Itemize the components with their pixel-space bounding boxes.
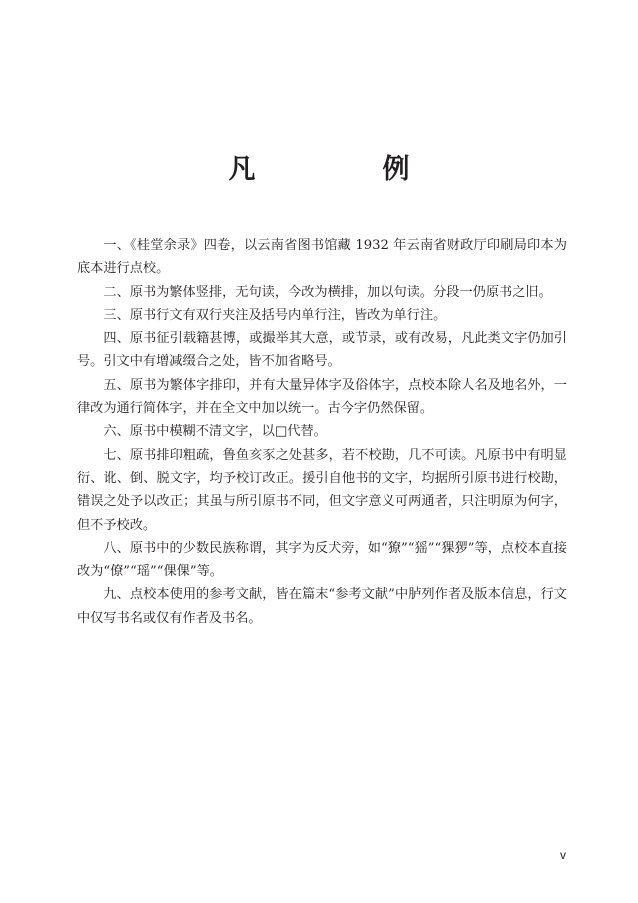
page-title: 凡 例 — [228, 154, 460, 185]
rule-item-5: 五、原书为繁体字排印，并有大量异体字及俗体字，点校本除人名及地名外，一律改为通行简体字，并在全文中加以统一。古今字仍然保留。 — [77, 377, 567, 417]
rule-item-9: 九、点校本使用的参考文献，皆在篇末“参考文献”中胪列作者及版本信息，行文中仅写书名或仅有作者及书名。 — [77, 587, 567, 626]
rule-item-4: 四、原书征引载籍甚博，或撮举其大意，或节录，或有改易，凡此类文字仍加引号。引文中有增减缀合之处，皆不加省略号。 — [77, 331, 567, 370]
rules-body — [77, 234, 567, 630]
rule-item-3: 三、原书行文有双行夹注及括号内单行注，皆改为单行注。 — [103, 307, 447, 323]
rule-item-7: 七、原书排印粗疏，鲁鱼亥豕之处甚多，若不校勘，几不可读。凡原书中有明显衍、讹、倒、脱文字，均予校订改正。援引自他书的文字，均据所引原书进行校勘，错误之处予以改正；其虽与所引原书不同，但文字意义可两通者，只注明原为何字，但不予校改。 — [77, 447, 567, 533]
rule-item-2: 二、原书为繁体竖排，无句读，今改为横排，加以句读。分段一仍原书之旧。 — [103, 284, 552, 300]
page-number: v — [560, 848, 566, 862]
rule-item-6: 六、原书中模糊不清文字，以□代替。 — [103, 424, 327, 440]
rule-item-8: 八、原书中的少数民族称谓，其字为反犬旁，如“獠”“猺”“猓猡”等，点校本直接改为“僚”“瑶”“倮倮”等。 — [77, 540, 567, 580]
rule-item-1: 一、《桂堂余录》四卷，以云南省图书馆藏 1932 年云南省财政厅印刷局印本为底本进行点校。 — [77, 238, 567, 277]
